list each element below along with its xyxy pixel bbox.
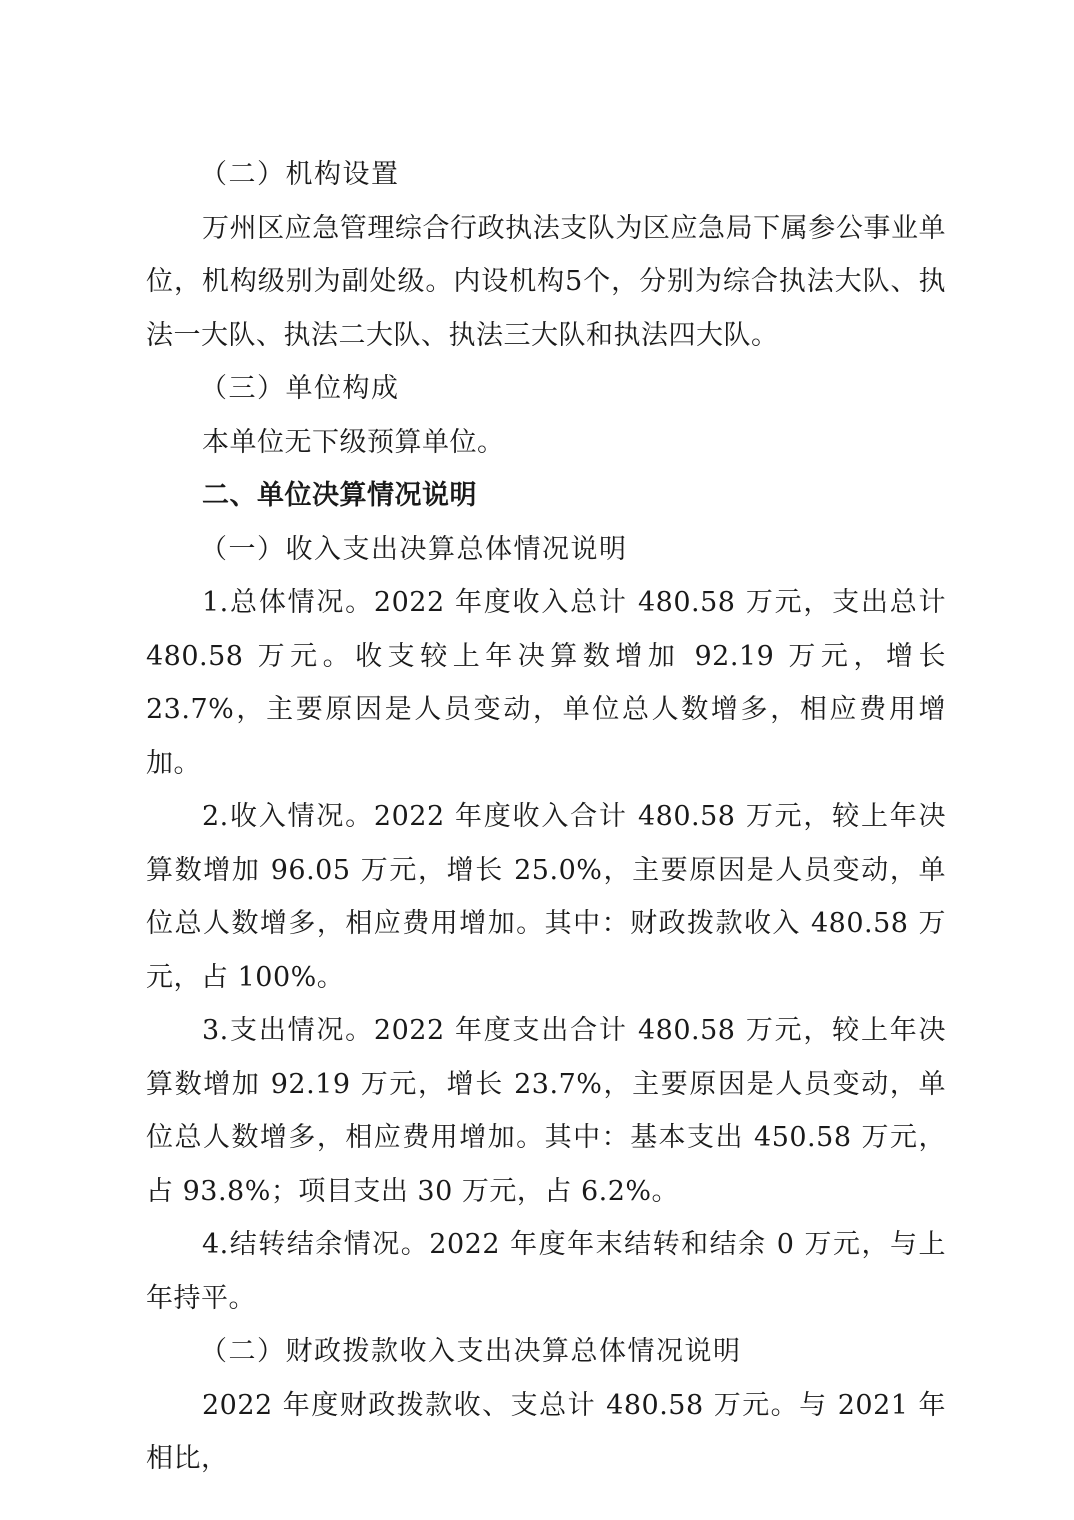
para-carryover: 4.结转结余情况。2022 年度年末结转和结余 0 万元，与上年持平。 [146, 1229, 946, 1314]
para-fiscal-appropriation: 2022 年度财政拨款收、支总计 480.58 万元。与 2021 年相比， [146, 1389, 946, 1474]
heading-org-setup: （二）机构设置 [200, 159, 400, 190]
para-unit-composition: 本单位无下级预算单位。 [202, 426, 505, 458]
para-expense: 3.支出情况。2022 年度支出合计 480.58 万元，较上年决算数增加 92.19 万元，增长 23.7%，主要原因是人员变动，单位总人数增多，相应费用增加。其中：基本支出 450.58 万元，占 93.8%；项目支出 30 万元，占 6.2%。 [146, 1015, 946, 1207]
para-org-setup: 万州区应急管理综合行政执法支队为区应急局下属参公事业单位，机构级别为副处级。内设机构5个，分别为综合执法大队、执法一大队、执法二大队、执法三大队和执法四大队。 [146, 212, 946, 351]
para-overall: 1.总体情况。2022 年度收入总计 480.58 万元，支出总计480.58 万元。收支较上年决算数增加 92.19 万元，增长 23.7%，主要原因是人员变动，单位总人数增多，相应费用增加。 [146, 587, 946, 779]
document-page [146, 148, 946, 1486]
heading-unit-composition: （三）单位构成 [200, 373, 400, 404]
para-income: 2.收入情况。2022 年度收入合计 480.58 万元，较上年决算数增加 96.05 万元，增长 25.0%，主要原因是人员变动，单位总人数增多，相应费用增加。其中：财政拨款收入 480.58 万元，占 100%。 [146, 801, 946, 993]
heading-section-two: 二、单位决算情况说明 [202, 480, 477, 511]
heading-income-expense-overview: （一）收入支出决算总体情况说明 [200, 533, 628, 565]
heading-fiscal-appropriation: （二）财政拨款收入支出决算总体情况说明 [200, 1336, 742, 1367]
